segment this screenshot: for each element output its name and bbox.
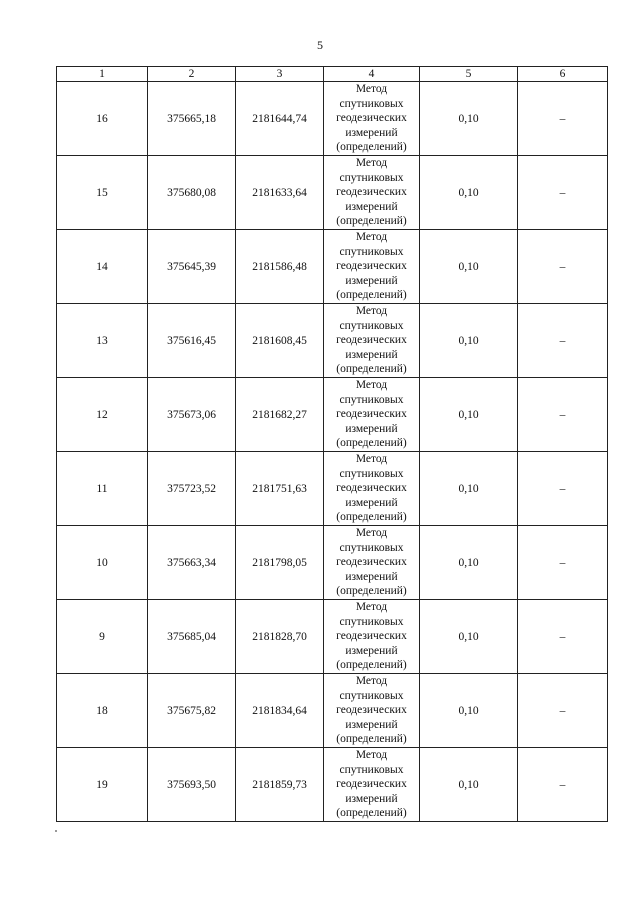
y-coordinate-cell: 2181682,27 [236,378,324,452]
x-coordinate-cell: 375665,18 [148,82,236,156]
table-row [57,526,608,600]
table-row [57,748,608,822]
method-line: спутниковых [339,319,404,332]
accuracy-cell: 0,10 [420,526,518,600]
method-cell [324,748,420,822]
method-line: геодезических [336,704,407,717]
method-line: спутниковых [339,97,404,110]
method-line: (определений) [336,437,407,450]
method-line: Метод [355,305,388,318]
method-line: геодезических [336,556,407,569]
method-line: спутниковых [339,763,404,776]
table-row [57,304,608,378]
accuracy-cell: 0,10 [420,82,518,156]
method-line: Метод [355,157,388,170]
method-cell [324,452,420,526]
y-coordinate-cell: 2181798,05 [236,526,324,600]
accuracy-cell: 0,10 [420,156,518,230]
method-line: измерений [345,274,398,287]
table-row [57,156,608,230]
description-cell: – [518,452,608,526]
method-line: измерений [345,200,398,213]
method-line: (определений) [336,289,407,302]
accuracy-cell: 0,10 [420,674,518,748]
method-line: Метод [355,231,388,244]
method-cell [324,674,420,748]
x-coordinate-cell: 375693,50 [148,748,236,822]
method-line: измерений [345,644,398,657]
column-header: 2 [148,67,236,82]
point-number-cell: 19 [57,748,148,822]
x-coordinate-cell: 375723,52 [148,452,236,526]
description-cell: – [518,82,608,156]
method-line: измерений [345,570,398,583]
point-number-cell: 18 [57,674,148,748]
method-line: (определений) [336,659,407,672]
description-cell: – [518,748,608,822]
method-line: геодезических [336,630,407,643]
x-coordinate-cell: 375616,45 [148,304,236,378]
accuracy-cell: 0,10 [420,378,518,452]
method-line: Метод [355,379,388,392]
method-cell [324,230,420,304]
scan-speck [55,830,57,832]
point-number-cell: 11 [57,452,148,526]
method-cell [324,156,420,230]
method-line: спутниковых [339,541,404,554]
method-line: геодезических [336,408,407,421]
point-number-cell: 10 [57,526,148,600]
table-row [57,230,608,304]
method-line: измерений [345,348,398,361]
description-cell: – [518,600,608,674]
method-line: (определений) [336,511,407,524]
x-coordinate-cell: 375645,39 [148,230,236,304]
method-line: спутниковых [339,393,404,406]
method-line: спутниковых [339,467,404,480]
x-coordinate-cell: 375663,34 [148,526,236,600]
method-line: спутниковых [339,245,404,258]
method-cell [324,378,420,452]
accuracy-cell: 0,10 [420,230,518,304]
method-line: геодезических [336,482,407,495]
method-line: геодезических [336,334,407,347]
table-row [57,378,608,452]
table-row [57,452,608,526]
method-cell [324,82,420,156]
y-coordinate-cell: 2181859,73 [236,748,324,822]
method-line: (определений) [336,141,407,154]
description-cell: – [518,526,608,600]
method-line: измерений [345,792,398,805]
method-line: геодезических [336,112,407,125]
description-cell: – [518,304,608,378]
y-coordinate-cell: 2181834,64 [236,674,324,748]
x-coordinate-cell: 375685,04 [148,600,236,674]
coordinates-table [56,66,608,822]
method-line: измерений [345,422,398,435]
point-number-cell: 16 [57,82,148,156]
method-line: (определений) [336,363,407,376]
point-number-cell: 12 [57,378,148,452]
accuracy-cell: 0,10 [420,748,518,822]
accuracy-cell: 0,10 [420,600,518,674]
y-coordinate-cell: 2181586,48 [236,230,324,304]
method-line: измерений [345,718,398,731]
table-row [57,82,608,156]
method-line: Метод [355,83,388,96]
column-header: 5 [420,67,518,82]
y-coordinate-cell: 2181828,70 [236,600,324,674]
column-header: 6 [518,67,608,82]
method-line: спутниковых [339,689,404,702]
method-cell [324,526,420,600]
y-coordinate-cell: 2181644,74 [236,82,324,156]
description-cell: – [518,230,608,304]
header-row [57,67,608,82]
method-line: (определений) [336,807,407,820]
column-header: 1 [57,67,148,82]
method-line: (определений) [336,215,407,228]
x-coordinate-cell: 375675,82 [148,674,236,748]
method-line: (определений) [336,733,407,746]
description-cell: – [518,378,608,452]
method-line: спутниковых [339,615,404,628]
description-cell: – [518,674,608,748]
method-line: спутниковых [339,171,404,184]
method-line: геодезических [336,778,407,791]
method-line: геодезических [336,186,407,199]
point-number-cell: 15 [57,156,148,230]
method-line: измерений [345,496,398,509]
x-coordinate-cell: 375680,08 [148,156,236,230]
point-number-cell: 9 [57,600,148,674]
method-line: Метод [355,749,388,762]
method-line: (определений) [336,585,407,598]
y-coordinate-cell: 2181751,63 [236,452,324,526]
method-line: Метод [355,601,388,614]
page-number: 5 [317,38,323,52]
x-coordinate-cell: 375673,06 [148,378,236,452]
accuracy-cell: 0,10 [420,452,518,526]
accuracy-cell: 0,10 [420,304,518,378]
method-line: Метод [355,675,388,688]
table-row [57,600,608,674]
point-number-cell: 14 [57,230,148,304]
y-coordinate-cell: 2181633,64 [236,156,324,230]
description-cell: – [518,156,608,230]
method-cell [324,304,420,378]
method-line: измерений [345,126,398,139]
point-number-cell: 13 [57,304,148,378]
method-cell [324,600,420,674]
method-line: геодезических [336,260,407,273]
column-header: 4 [324,67,420,82]
table-row [57,674,608,748]
y-coordinate-cell: 2181608,45 [236,304,324,378]
column-header: 3 [236,67,324,82]
method-line: Метод [355,453,388,466]
method-line: Метод [355,527,388,540]
